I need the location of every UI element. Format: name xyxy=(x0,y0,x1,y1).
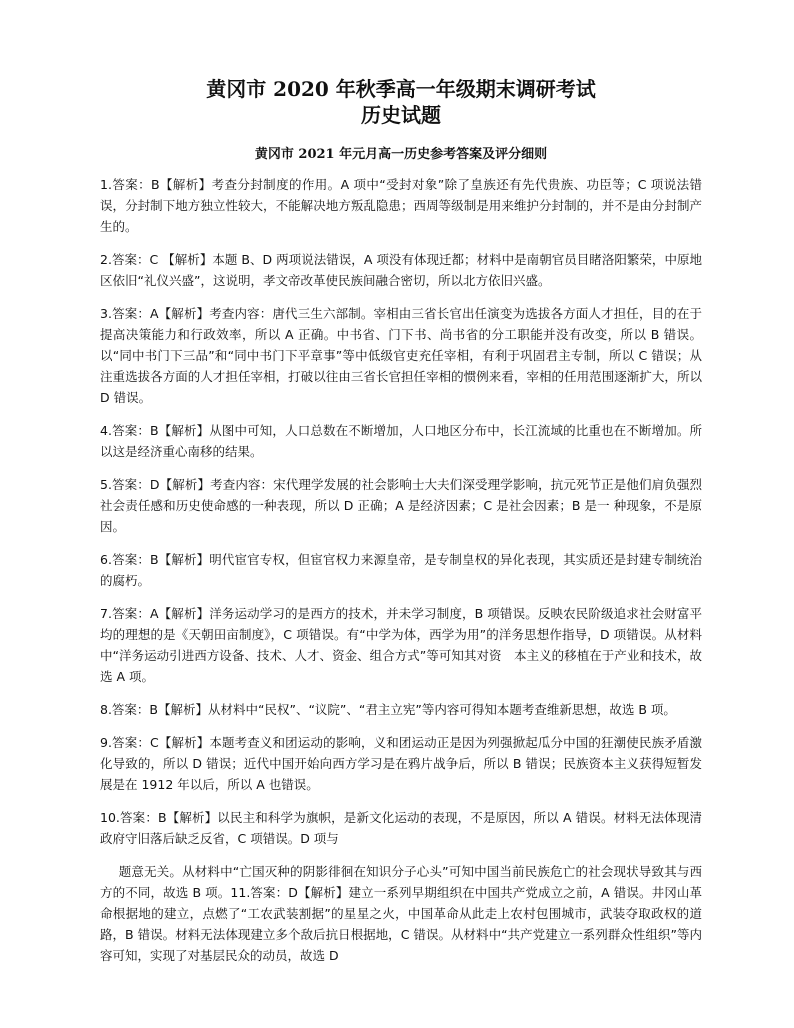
answer-item-1: 1.答案：B【解析】考查分封制度的作用。A 项中“受封对象”除了皇族还有先代贵族、功臣等；C 项说法错误，分封制下地方独立性较大，不能解决地方叛乱隐患；西周等级制是用来维护分封制的，并不是由分封制产生的。 xyxy=(100,177,702,234)
answer-item-8: 8.答案：B【解析】从材料中“民权”、“议院”、“君主立宪”等内容可得知本题考查维新思想，故选 B 项。 xyxy=(100,702,676,717)
answer-key-subtitle: 黄冈市 2021 年元月高一历史参考答案及评分细则 xyxy=(254,147,548,162)
answer-item-3: 3.答案：A【解析】考查内容：唐代三生六部制。宰相由三省长官出任演变为选拔各方面人才担任，目的在于提高决策能力和行政效率，所以 A 正确。中书省、门下书、尚书省的分工职能并没有改变，所以 B 错误。以“同中书门下三品”和“同中书门下平章事”等中低级官吏充任宰相，有利于巩固君主专制，所以 C 错误；从注重选拔各方面的人才担任宰相，打破以往由三省长官担任宰相的惯例来看，宰相的任用范围逐渐扩大，所以 D 错误。 xyxy=(100,306,702,405)
answer-item-6: 6.答案：B【解析】明代宦官专权，但宦官权力来源皇帝，是专制皇权的异化表现，其实质还是封建专制统治的腐朽。 xyxy=(100,552,702,588)
answer-item-9: 9.答案：C【解析】本题考查义和团运动的影响，义和团运动正是因为列强掀起瓜分中国的狂潮使民族矛盾激化导致的，所以 D 错误；近代中国开始向西方学习是在鸦片战争后，所以 B 错误；民族资本主义获得短暂发展是在 1912 年以后，所以 A 也错误。 xyxy=(100,735,702,792)
answer-item-5: 5.答案：D【解析】考查内容：宋代理学发展的社会影响士大夫们深受理学影响，抗元死节正是他们肩负强烈社会责任感和历史使命感的一种表现，所以 D 正确；A 是经济因素；C 是社会因素；B 是一 种现象，不是原因。 xyxy=(100,477,702,534)
answer-item-7: 7.答案：A【解析】洋务运动学习的是西方的技术，并未学习制度，B 项错误。反映农民阶级追求社会财富平均的理想的是《天朝田亩制度》，C 项错误。有“中学为体，西学为用”的洋务思想作指导，D 项错误。从材料中“洋务运动引进西方设备、技术、人才、资金、组合方式”等可知其对资 本主义的移植在于产业和技术，故选 A 项。 xyxy=(100,606,702,684)
answer-item-2: 2.答案：C 【解析】本题 B、D 两项说法错误，A 项没有体现迁都；材料中是南朝官员目睹洛阳繁荣，中原地区依旧“礼仪兴盛”，这说明，孝文帝改革使民族间融合密切，所以北方依旧兴盛。 xyxy=(100,252,702,288)
page-title: 黄冈市 2020 年秋季高一年级期末调研考试 xyxy=(206,77,596,101)
answer-list xyxy=(100,174,702,966)
answer-item-10: 10.答案：B【解析】以民主和科学为旗帜，是新文化运动的表现，不是原因，所以 A 错误。材料无法体现清政府守旧落后缺乏反省，C 项错误。D 项与 xyxy=(100,810,702,846)
page-subject-title: 历史试题 xyxy=(361,103,441,127)
answer-item-4: 4.答案：B【解析】从图中可知，人口总数在不断增加，人口地区分布中，长江流域的比重也在不断增加。所以这是经济重心南移的结果。 xyxy=(100,423,702,459)
answer-item-10-continued: 题意无关。从材料中“亡国灭种的阴影徘徊在知识分子心头”可知中国当前民族危亡的社会现状导致其与西方的不同，故选 B 项。11.答案：D【解析】建立一系列早期组织在中国共产党成立之前，A 错误。井冈山革命根据地的建立，点燃了“工农武装割据”的星星之火，中国革命从此走上农村包围城市，武装夺取政权的道路，B 错误。材料无法体现建立多个敌后抗日根据地，C 错误。从材料中“共产党建立一系列群众性组织”等内容可知，实现了对基层民众的动员，故选 D xyxy=(100,864,702,963)
